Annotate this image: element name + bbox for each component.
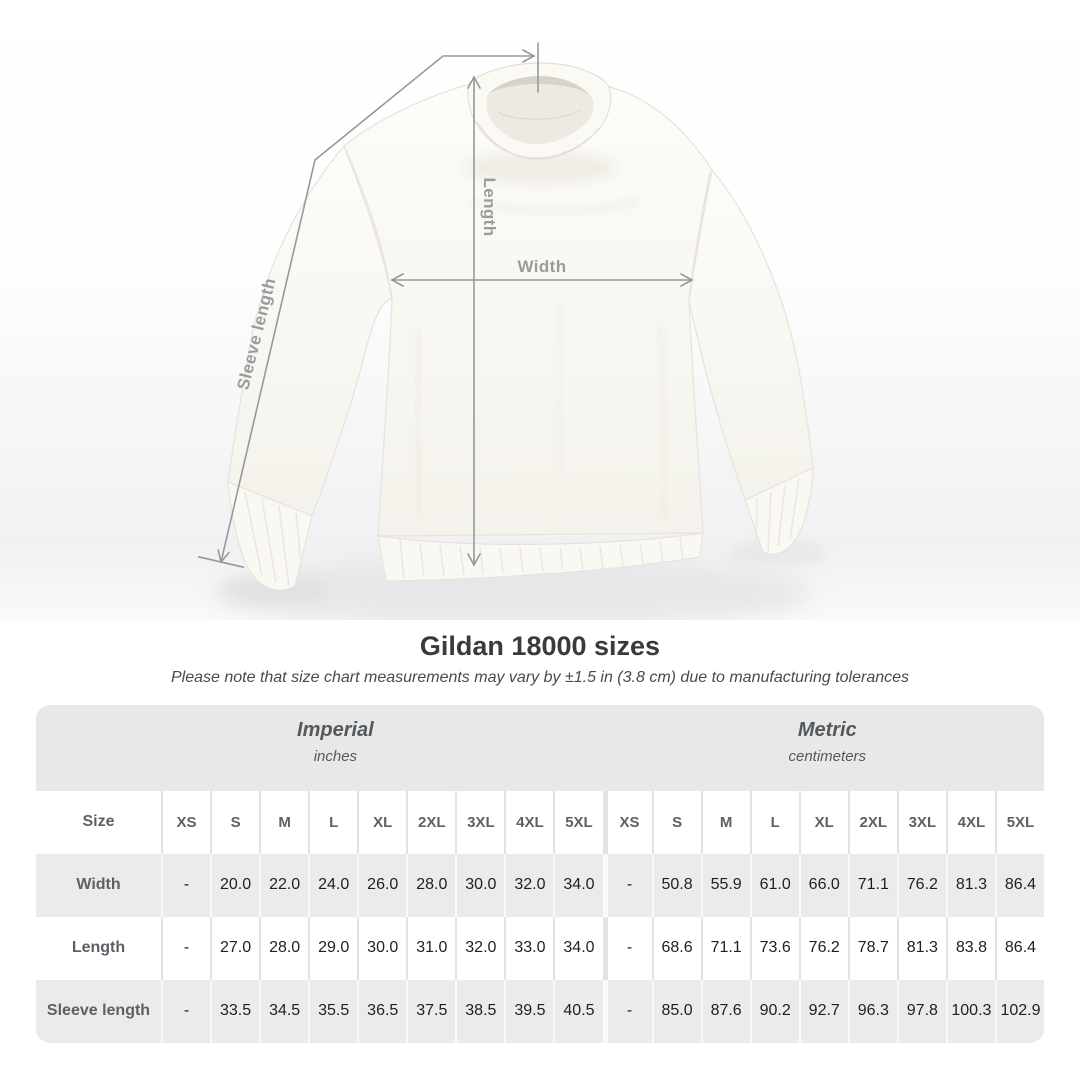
value-cell: - — [603, 917, 652, 980]
column-header-metric-4xl: 4XL — [946, 791, 995, 854]
column-header-metric-3xl: 3XL — [897, 791, 946, 854]
value-cell: 83.8 — [946, 917, 995, 980]
value-cell: 50.8 — [652, 854, 701, 917]
column-header-metric-xs: XS — [603, 791, 652, 854]
value-cell: 39.5 — [504, 980, 553, 1043]
value-cell: 28.0 — [406, 854, 455, 917]
value-cell: 20.0 — [210, 854, 259, 917]
column-header-imperial-s: S — [210, 791, 259, 854]
metric-group-header — [789, 719, 867, 765]
value-cell: 86.4 — [995, 854, 1044, 917]
value-cell: 102.9 — [995, 980, 1044, 1043]
size-grid — [36, 791, 1044, 1043]
imperial-group-header — [297, 719, 374, 765]
tolerance-note: Please note that size chart measurements may vary by ±1.5 in (3.8 cm) due to manufacturing tolerances — [170, 669, 910, 687]
value-cell: 34.0 — [553, 854, 602, 917]
value-cell: 55.9 — [701, 854, 750, 917]
value-cell: 35.5 — [308, 980, 357, 1043]
value-cell: 85.0 — [652, 980, 701, 1043]
value-cell: 76.2 — [799, 917, 848, 980]
column-header-imperial-xl: XL — [357, 791, 406, 854]
value-cell: - — [603, 980, 652, 1043]
value-cell: 61.0 — [750, 854, 799, 917]
value-cell: 71.1 — [848, 854, 897, 917]
metric-unit: centimeters — [788, 747, 867, 765]
value-cell: 92.7 — [799, 980, 848, 1043]
value-cell: 33.5 — [210, 980, 259, 1043]
value-cell: 29.0 — [308, 917, 357, 980]
size-corner-header: Size — [36, 791, 161, 854]
value-cell: - — [161, 917, 210, 980]
value-cell: 30.0 — [357, 917, 406, 980]
column-header-metric-l: L — [750, 791, 799, 854]
value-cell: 28.0 — [259, 917, 308, 980]
value-cell: 27.0 — [210, 917, 259, 980]
value-cell: 76.2 — [897, 854, 946, 917]
column-header-imperial-4xl: 4XL — [504, 791, 553, 854]
value-cell: 96.3 — [848, 980, 897, 1043]
value-cell: 34.0 — [553, 917, 602, 980]
value-cell: 31.0 — [406, 917, 455, 980]
value-cell: 66.0 — [799, 854, 848, 917]
value-cell: 78.7 — [848, 917, 897, 980]
value-cell: 90.2 — [750, 980, 799, 1043]
value-cell: 32.0 — [504, 854, 553, 917]
row-label-sleeve-length: Sleeve length — [36, 980, 161, 1043]
imperial-unit: inches — [313, 747, 358, 765]
value-cell: - — [603, 854, 652, 917]
metric-label: Metric — [797, 718, 857, 741]
value-cell: 40.5 — [553, 980, 602, 1043]
column-header-imperial-5xl: 5XL — [553, 791, 602, 854]
imperial-label: Imperial — [297, 718, 374, 741]
column-header-imperial-2xl: 2XL — [406, 791, 455, 854]
right-sleeve — [689, 170, 813, 500]
column-header-imperial-m: M — [259, 791, 308, 854]
length-measure-label: Length — [480, 177, 499, 237]
column-header-metric-m: M — [701, 791, 750, 854]
column-header-imperial-l: L — [308, 791, 357, 854]
value-cell: 68.6 — [652, 917, 701, 980]
value-cell: - — [161, 980, 210, 1043]
value-cell: 33.0 — [504, 917, 553, 980]
value-cell: 71.1 — [701, 917, 750, 980]
sleeve-length-measure-label: Sleeve length — [233, 275, 280, 392]
row-label-length: Length — [36, 917, 161, 980]
value-cell: 32.0 — [455, 917, 504, 980]
value-cell: 81.3 — [946, 854, 995, 917]
value-cell: 100.3 — [946, 980, 995, 1043]
value-cell: 24.0 — [308, 854, 357, 917]
page-title: Gildan 18000 sizes — [419, 631, 661, 661]
sweatshirt-image — [228, 63, 813, 590]
size-table — [36, 705, 1044, 1043]
value-cell: 87.6 — [701, 980, 750, 1043]
unit-group-band — [36, 705, 1044, 791]
value-cell: 36.5 — [357, 980, 406, 1043]
column-header-metric-s: S — [652, 791, 701, 854]
value-cell: 97.8 — [897, 980, 946, 1043]
value-cell: 34.5 — [259, 980, 308, 1043]
value-cell: 37.5 — [406, 980, 455, 1043]
column-header-imperial-xs: XS — [161, 791, 210, 854]
column-header-imperial-3xl: 3XL — [455, 791, 504, 854]
column-header-metric-2xl: 2XL — [848, 791, 897, 854]
column-header-metric-xl: XL — [799, 791, 848, 854]
row-label-width: Width — [36, 854, 161, 917]
column-header-metric-5xl: 5XL — [995, 791, 1044, 854]
value-cell: - — [161, 854, 210, 917]
value-cell: 73.6 — [750, 917, 799, 980]
width-measure-label: Width — [517, 257, 567, 276]
value-cell: 86.4 — [995, 917, 1044, 980]
value-cell: 30.0 — [455, 854, 504, 917]
value-cell: 38.5 — [455, 980, 504, 1043]
value-cell: 81.3 — [897, 917, 946, 980]
value-cell: 26.0 — [357, 854, 406, 917]
value-cell: 22.0 — [259, 854, 308, 917]
